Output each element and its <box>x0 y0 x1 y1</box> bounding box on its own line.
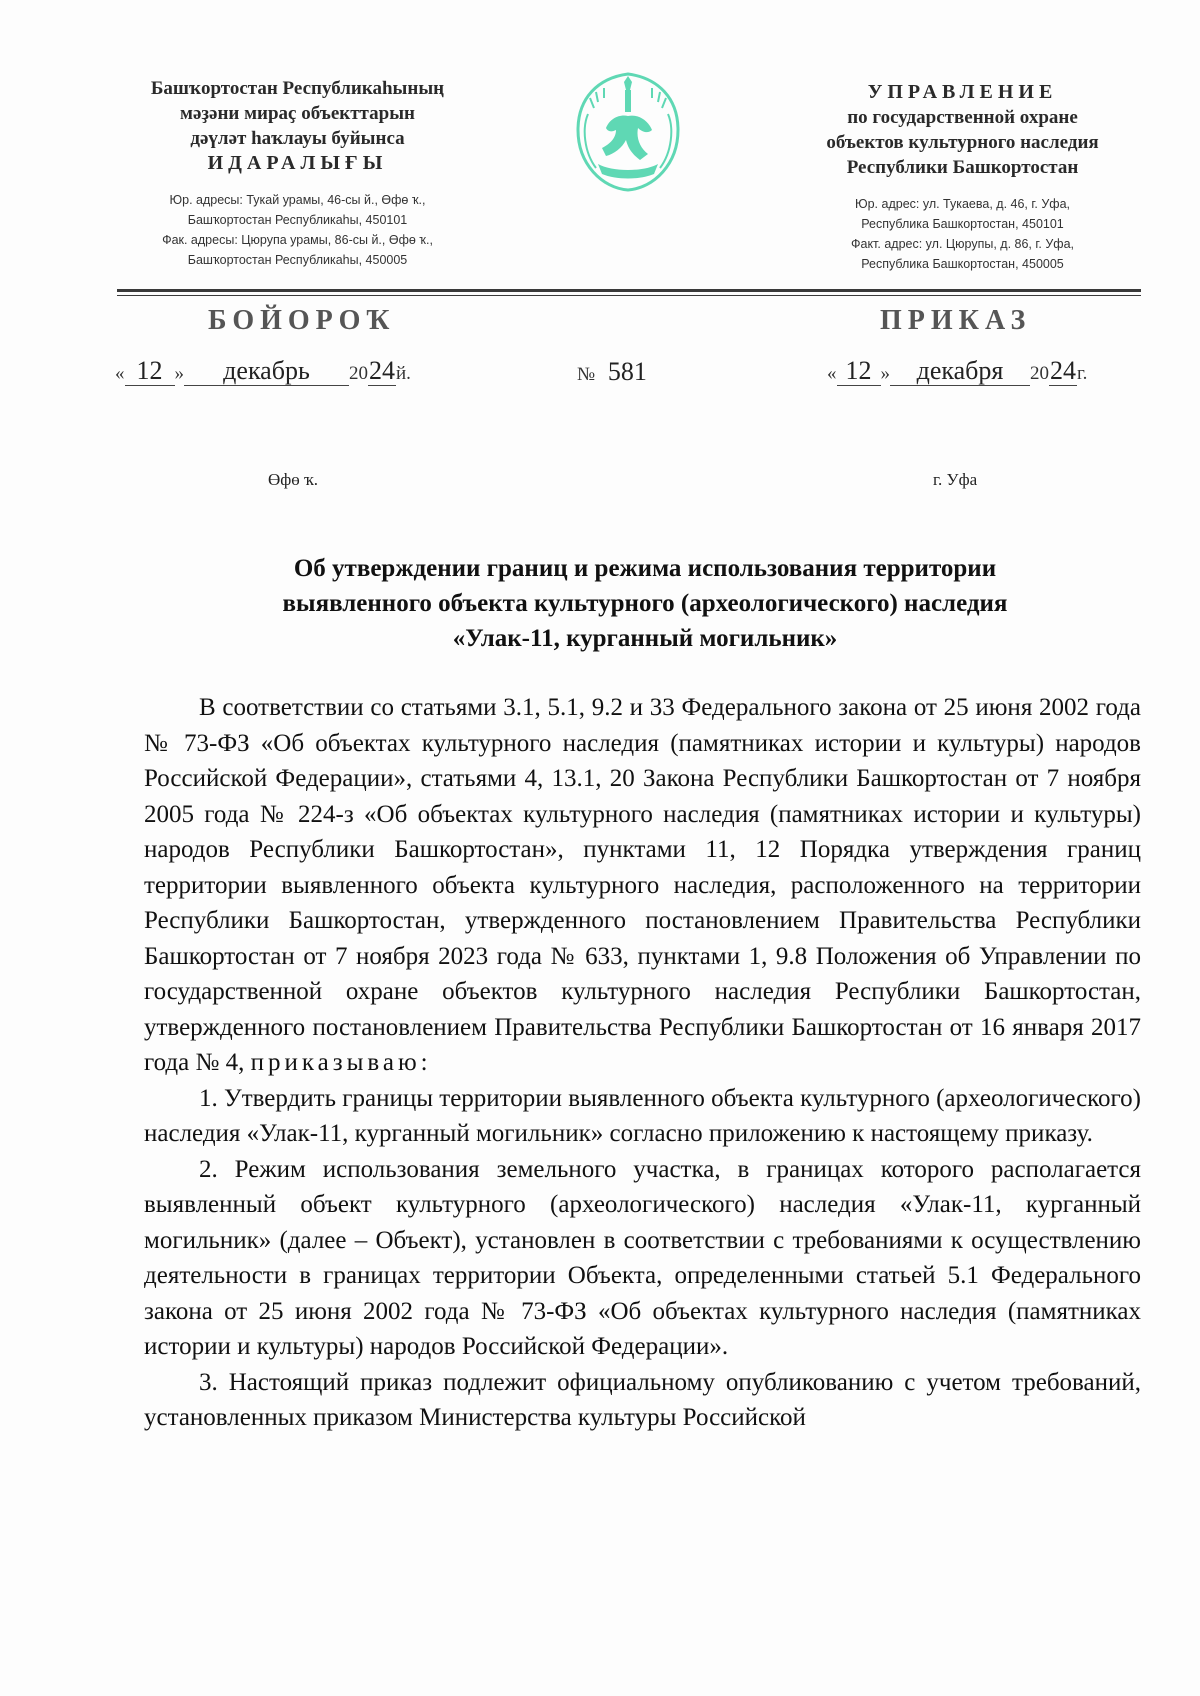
date-month: декабря <box>890 357 1030 386</box>
header-left-address <box>115 190 480 270</box>
address-line: Фак. адресы: Цюрупа урамы, 86-сы й., Өфө ҡ., <box>162 233 433 247</box>
year-mark: й. <box>396 363 411 384</box>
order-word: приказываю: <box>250 1049 432 1076</box>
address-line: Юр. адрес: ул. Тукаева, д. 46, г. Уфа, <box>854 197 1071 211</box>
year-mark: г. <box>1077 363 1088 384</box>
title-line: выявленного объекта культурного (археологического) наследия <box>282 590 1008 617</box>
year-prefix: 20 <box>1030 363 1049 384</box>
intro-text: В соответствии со статьями 3.1, 5.1, 9.2 и 33 Федерального закона от 25 июня 2002 года № 73-ФЗ «Об объектах культурного наследия (памятниках истории и культуры) народов Российской Федерации», статьями 4, 13.1, 20 Закона Республики Башкортостан от 7 ноября 2005 года № 224-з «Об объектах культурного наследия (памятниках истории и культуры) народов Республики Башкортостан», пунктами 11, 12 Порядка утверждения границ территории выявленного объекта культурного наследия, расположенного на территории Республики Башкортостан, утвержденного постановлением Правительства Республики Башкортостан от 7 ноября 2023 года № 633, пунктами 1, 9.8 Положения об Управлении по государственной охране объектов культурного наследия Республики Башкортостан, утвержденного постановлением Правительства Республики Башкортостан от 16 января 2017 года № 4, <box>144 694 1141 1076</box>
header-divider-thin <box>117 295 1141 296</box>
address-line: Факт. адрес: ул. Цюрупы, д. 86, г. Уфа, <box>850 237 1074 251</box>
date-day: 12 <box>837 357 881 386</box>
body-item-2: 2. Режим использования земельного участка, в границах которого располагается выявленный объект культурного (археологического) наследия «Улак-11, курганный могильник» (далее – Объект), установлен в соответствии с требованиями к осуществлению деятельности в границах территории Объекта, определенными статьей 5.1 Федерального закона от 25 июня 2002 года № 73-ФЗ «Об объектах культурного наследия (памятниках истории и культуры) народов Российской Федерации». <box>144 1155 1141 1360</box>
doc-type-left: БОЙОРОҠ <box>208 305 396 336</box>
address-line: Юр. адресы: Тукай урамы, 46-сы й., Өфө ҡ., <box>169 193 426 207</box>
year-suffix: 24 <box>1050 356 1076 385</box>
quote-close: » <box>880 363 890 384</box>
title-line: «Улак-11, курганный могильник» <box>452 625 838 652</box>
title-line: Об утверждении границ и режима использования территории <box>293 555 997 582</box>
header-right-line: по государственной охране <box>847 107 1078 128</box>
address-line: Башҡортостан Республикаһы, 450101 <box>187 213 408 227</box>
header-left-line: дәүләт һаҡлауы буйынса <box>190 128 405 149</box>
body-item-1: 1. Утвердить границы территории выявленного объекта культурного (археологического) наследия «Улак-11, курганный могильник» согласно приложению к настоящему приказу. <box>144 1084 1141 1147</box>
quote-open: « <box>827 363 837 384</box>
body-intro-paragraph <box>144 690 1141 1081</box>
date-day: 12 <box>125 357 175 386</box>
year-suffix: 24 <box>369 356 395 385</box>
order-number <box>577 358 647 386</box>
year-prefix: 20 <box>349 363 368 384</box>
header-right-line: объектов культурного наследия <box>826 132 1099 153</box>
document-title <box>140 551 1150 656</box>
header-left-line: мәҙәни мираҫ объекттарын <box>180 103 415 124</box>
city-right: г. Уфа <box>933 470 978 489</box>
city-left: Өфө ҡ. <box>268 470 319 489</box>
address-line: Республика Башкортостан, 450101 <box>861 217 1064 231</box>
header-right-block <box>790 80 1135 274</box>
header-left-line: ИДАРАЛЫҒЫ <box>207 152 388 174</box>
header-divider <box>117 289 1141 292</box>
header-right-address <box>790 194 1135 274</box>
address-line: Республика Башкортостан, 450005 <box>861 257 1064 271</box>
doc-type-right: ПРИКАЗ <box>880 305 1032 336</box>
document-body <box>144 690 1141 1436</box>
number-sign: № <box>577 364 596 385</box>
header-left-block <box>115 76 480 270</box>
header-right-line: Республики Башкортостан <box>846 157 1079 178</box>
quote-close: » <box>174 363 184 384</box>
date-month: декабрь <box>184 357 349 386</box>
body-item-3: 3. Настоящий приказ подлежит официальному опубликованию с учетом требований, установленных приказом Министерства культуры Российской <box>144 1368 1141 1431</box>
number-value: 581 <box>607 357 647 386</box>
header-right-line: УПРАВЛЕНИЕ <box>867 81 1058 103</box>
address-line: Башҡортостан Республикаһы, 450005 <box>187 253 408 267</box>
date-left <box>115 357 411 386</box>
header-left-line: Башҡортостан Республикаһының <box>150 78 445 99</box>
date-right <box>827 357 1087 386</box>
quote-open: « <box>115 363 125 384</box>
coat-of-arms-emblem-icon <box>568 68 688 196</box>
